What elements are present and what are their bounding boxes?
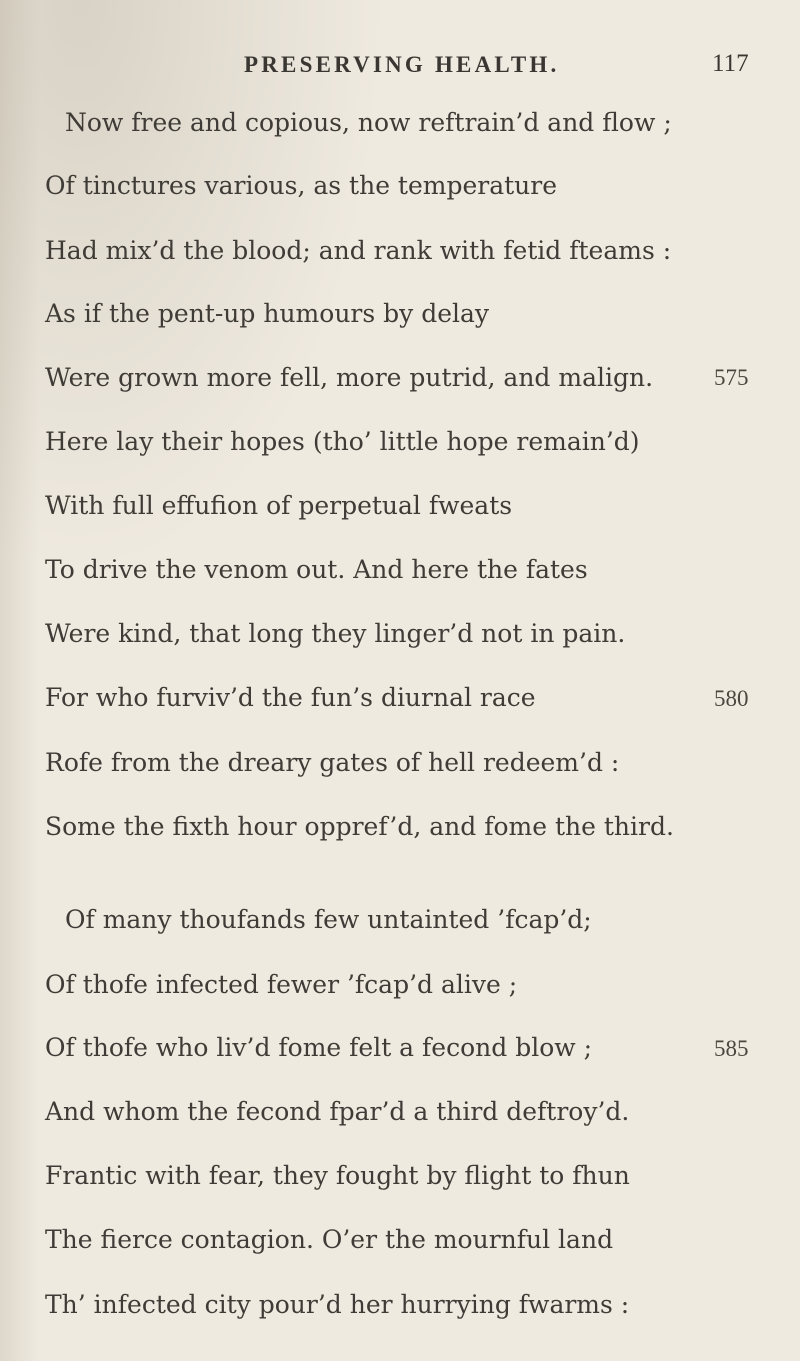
line-number: 580 bbox=[714, 686, 749, 711]
verse-line: Now free and copious, now reftrain’d and flow ; bbox=[65, 108, 672, 137]
verse-line: The fierce contagion. O’er the mournful land bbox=[45, 1225, 614, 1254]
verse-line: Of tinctures various, as the temperature bbox=[45, 171, 558, 200]
verse-line: For who furviv’d the fun’s diurnal race bbox=[45, 683, 536, 712]
verse-line: Were kind, that long they linger’d not in pain. bbox=[45, 619, 626, 648]
running-title: PRESERVING HEALTH. bbox=[244, 52, 560, 77]
verse-line: To drive the venom out. And here the fates bbox=[45, 555, 588, 584]
verse-line: Frantic with fear, they fought by flight to fhun bbox=[45, 1161, 630, 1190]
verse-line: Were grown more fell, more putrid, and malign. bbox=[45, 363, 654, 392]
line-number: 585 bbox=[714, 1036, 749, 1061]
verse-line: As if the pent-up humours by delay bbox=[45, 299, 490, 328]
verse-line: Some the fixth hour oppref’d, and fome the third. bbox=[45, 812, 674, 841]
verse-line: And whom the fecond fpar’d a third deftroy’d. bbox=[45, 1097, 630, 1126]
verse-line: Of thofe who liv’d fome felt a fecond blow ; bbox=[45, 1033, 593, 1062]
verse-line: Here lay their hopes (tho’ little hope remain’d) bbox=[45, 427, 640, 456]
verse-line: Of many thoufands few untainted ’fcap’d; bbox=[65, 905, 592, 934]
verse-line: Rofe from the dreary gates of hell redeem’d : bbox=[45, 748, 620, 777]
verse-line: Of thofe infected fewer ’fcap’d alive ; bbox=[45, 970, 518, 999]
verse-line: Had mix’d the blood; and rank with fetid fteams : bbox=[45, 236, 672, 265]
line-number: 575 bbox=[714, 365, 749, 390]
verse-line: Th’ infected city pour’d her hurrying fwarms : bbox=[45, 1290, 630, 1319]
verse-line: With full effufion of perpetual fweats bbox=[45, 491, 513, 520]
page-number: 117 bbox=[712, 50, 749, 77]
